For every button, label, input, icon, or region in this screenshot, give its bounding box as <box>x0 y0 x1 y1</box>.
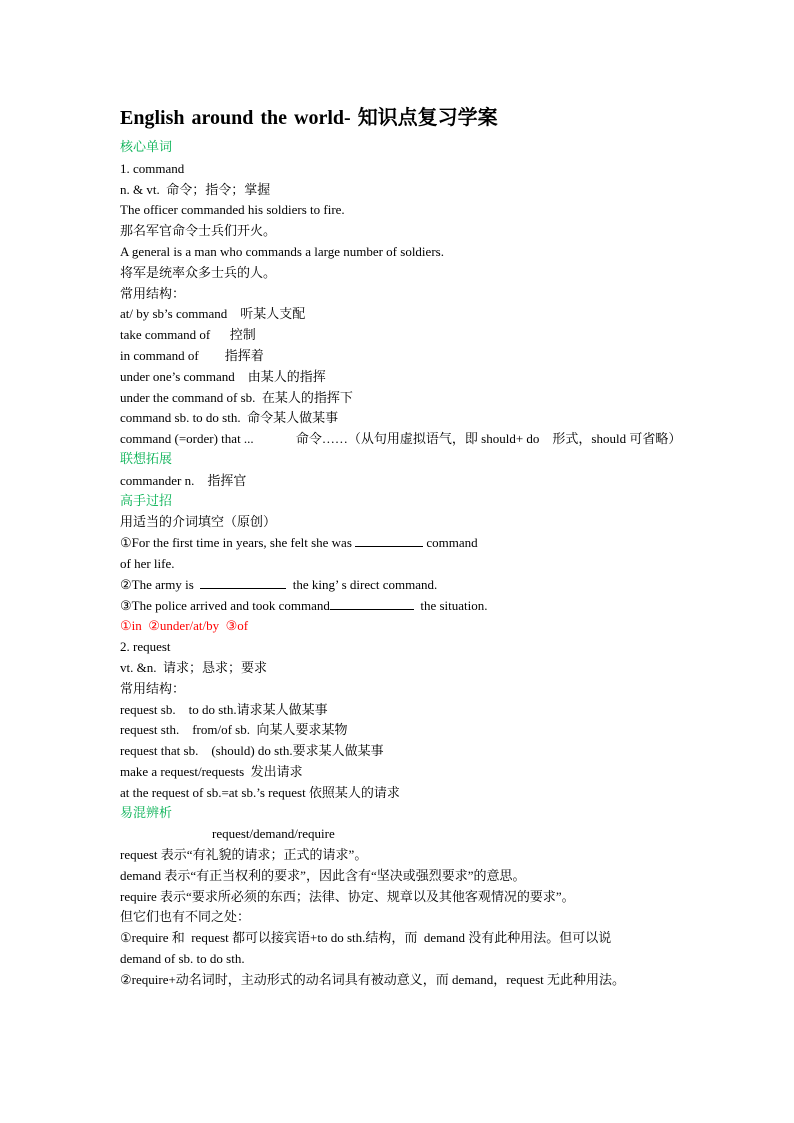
exercise-question-3 <box>120 596 682 617</box>
structure-item: request that sb. (should) do sth.要求某人做某事 <box>120 743 384 759</box>
section-heading-drill: 高手过招 <box>120 493 173 509</box>
structure-item: take command of 控制 <box>120 327 256 343</box>
structure-item: in command of 指挥着 <box>120 347 264 363</box>
exercise-question-1 <box>120 533 682 554</box>
section-heading-extension: 联想拓展 <box>120 451 173 467</box>
structure-item: at the request of sb.=at sb.’s request 依照某人的请求 <box>120 784 400 800</box>
question-text: the situation. <box>413 597 488 613</box>
section-heading-comparison: 易混辨析 <box>120 805 173 821</box>
question-text: ①For the first time in years, she felt she was <box>120 535 356 551</box>
part-of-speech: n. & vt. 命令；指令；掌握 <box>120 181 271 197</box>
comparison-title: request/demand/require <box>212 826 335 842</box>
question-continuation: of her life. <box>120 555 175 571</box>
part-of-speech: vt. &n. 请求；恳求；要求 <box>120 659 267 675</box>
document-page <box>120 104 682 991</box>
question-text: ②The army is <box>120 576 201 592</box>
structure-item: at/ by sb’s command 听某人支配 <box>120 306 306 322</box>
example-english: The officer commanded his soldiers to fire. <box>120 202 345 218</box>
exercise-question-2 <box>120 575 682 596</box>
answer-key: ①in ②under/at/by ③of <box>120 618 249 634</box>
structure-item: command (=order) that ... 命令……（从句用虚拟语气，即 should+ do 形式，should 可省略） <box>120 431 682 447</box>
extension-item: commander n. 指挥官 <box>120 472 247 488</box>
structure-heading: 常用结构： <box>120 680 186 696</box>
comparison-line: ①require 和 request 都可以接宾语+to do sth.结构，而 demand 没有此种用法。但可以说 <box>120 930 612 946</box>
word-entry-request: 2. request <box>120 639 171 655</box>
comparison-line: demand 表示“有正当权利的要求”，因此含有“坚决或强烈要求”的意思。 <box>120 867 526 883</box>
answer-blank <box>330 596 414 610</box>
example-english: A general is a man who commands a large number of soldiers. <box>120 243 444 259</box>
question-text: ③The police arrived and took command <box>120 597 330 613</box>
page-title: English around the world- 知识点复习学案 <box>120 107 498 129</box>
structure-item: request sth. from/of sb. 向某人要求某物 <box>120 722 348 738</box>
section-heading-core-words: 核心单词 <box>120 140 173 155</box>
structure-heading: 常用结构： <box>120 285 186 301</box>
structure-item: request sb. to do sth.请求某人做某事 <box>120 701 328 717</box>
example-chinese: 那名军官命令士兵们开火。 <box>120 223 277 239</box>
comparison-line: demand of sb. to do sth. <box>120 951 245 967</box>
comparison-line: 但它们也有不同之处： <box>120 909 251 925</box>
drill-instructions: 用适当的介词填空（原创） <box>120 514 277 530</box>
comparison-line: require 表示“要求所必须的东西；法律、协定、规章以及其他客观情况的要求”。 <box>120 888 575 904</box>
word-entry-command: 1. command <box>120 160 185 176</box>
answer-blank <box>200 575 286 589</box>
comparison-line: request 表示“有礼貌的请求；正式的请求”。 <box>120 847 368 863</box>
question-text: the king’ s direct command. <box>286 576 438 592</box>
question-text: command <box>423 535 478 551</box>
structure-item: command sb. to do sth. 命令某人做某事 <box>120 410 339 426</box>
structure-item: under one’s command 由某人的指挥 <box>120 368 326 384</box>
answer-blank <box>355 533 423 547</box>
example-chinese: 将军是统率众多士兵的人。 <box>120 264 277 280</box>
structure-item: under the command of sb. 在某人的指挥下 <box>120 389 353 405</box>
comparison-line: ②require+动名词时，主动形式的动名词具有被动意义，而 demand，request 无此种用法。 <box>120 971 625 987</box>
structure-item: make a request/requests 发出请求 <box>120 763 303 779</box>
